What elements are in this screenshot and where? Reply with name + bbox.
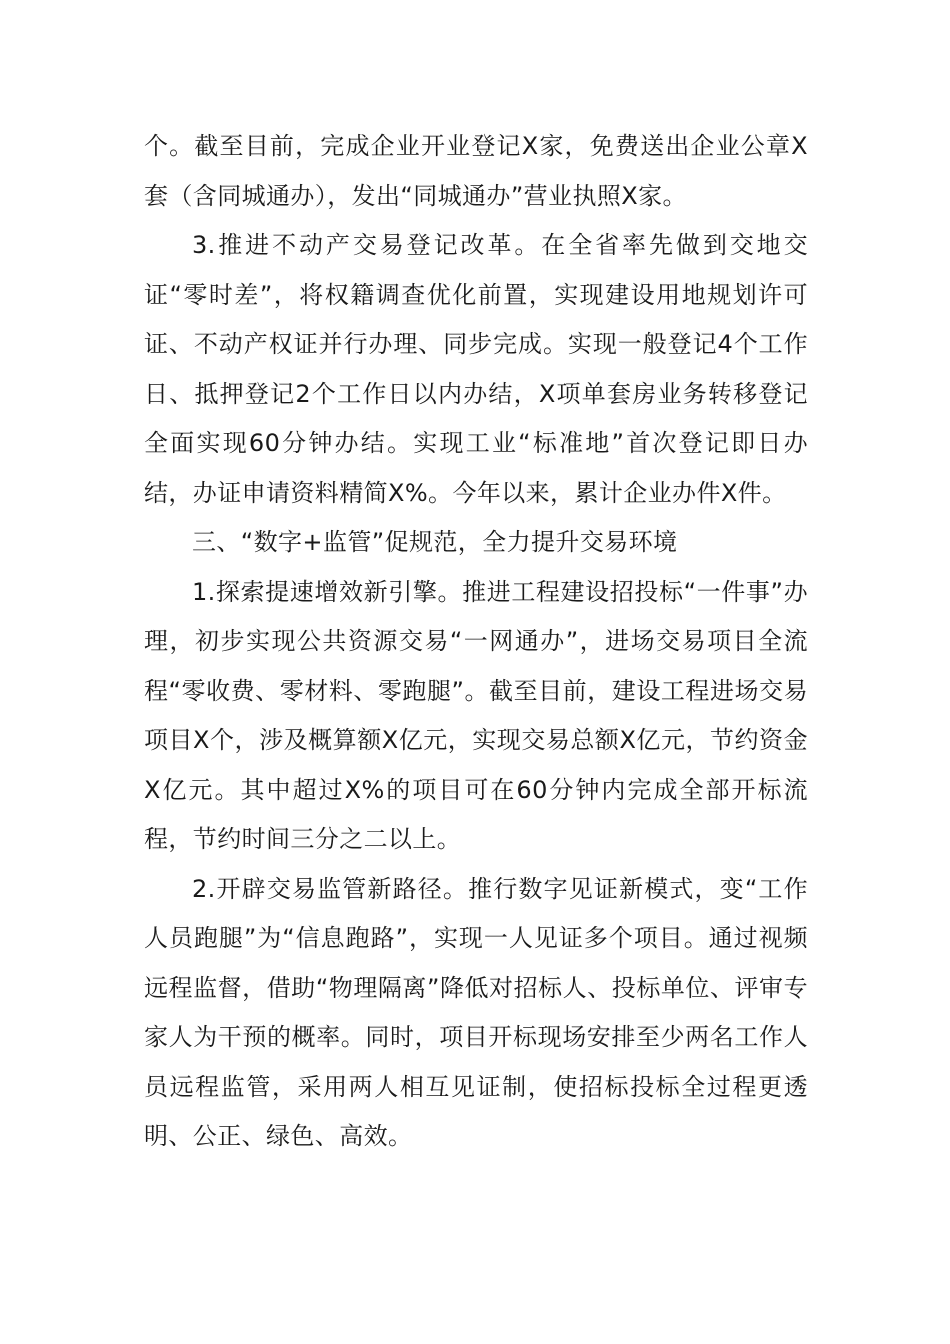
paragraph-efficiency-engine: 1.探索提速增效新引擎。推进工程建设招投标“一件事”办理，初步实现公共资源交易“一网通办”，进场交易项目全流程“零收费、零材料、零跑腿”。截至目前，建设工程进场交易项目X个，涉及概算额X亿元，实现交易总额X亿元，节约资金X亿元。其中超过X%的项目可在60分钟内完成全部开标流程，节约时间三分之二以上。 (144, 577, 808, 853)
document-body (144, 122, 808, 1162)
paragraph-continuation: 个。截至目前，完成企业开业登记X家，免费送出企业公章X套（含同城通办），发出“同城通办”营业执照X家。 (144, 132, 808, 210)
paragraph-supervision-path: 2.开辟交易监管新路径。推行数字见证新模式，变“工作人员跑腿”为“信息跑路”，实现一人见证多个项目。通过视频远程监督，借助“物理隔离”降低对招标人、投标单位、评审专家人为干预的概率。同时，项目开标现场安排至少两名工作人员远程监管，采用两人相互见证制，使招标投标全过程更透明、公正、绿色、高效。 (144, 874, 808, 1150)
section-heading-digital-supervision: 三、“数字+监管”促规范，全力提升交易环境 (192, 528, 678, 556)
paragraph-real-estate-registration: 3.推进不动产交易登记改革。在全省率先做到交地交证“零时差”，将权籍调查优化前置，实现建设用地规划许可证、不动产权证并行办理、同步完成。实现一般登记4个工作日、抵押登记2个工作日以内办结，X项单套房业务转移登记全面实现60分钟办结。实现工业“标准地”首次登记即日办结，办证申请资料精简X%。今年以来，累计企业办件X件。 (144, 231, 808, 507)
